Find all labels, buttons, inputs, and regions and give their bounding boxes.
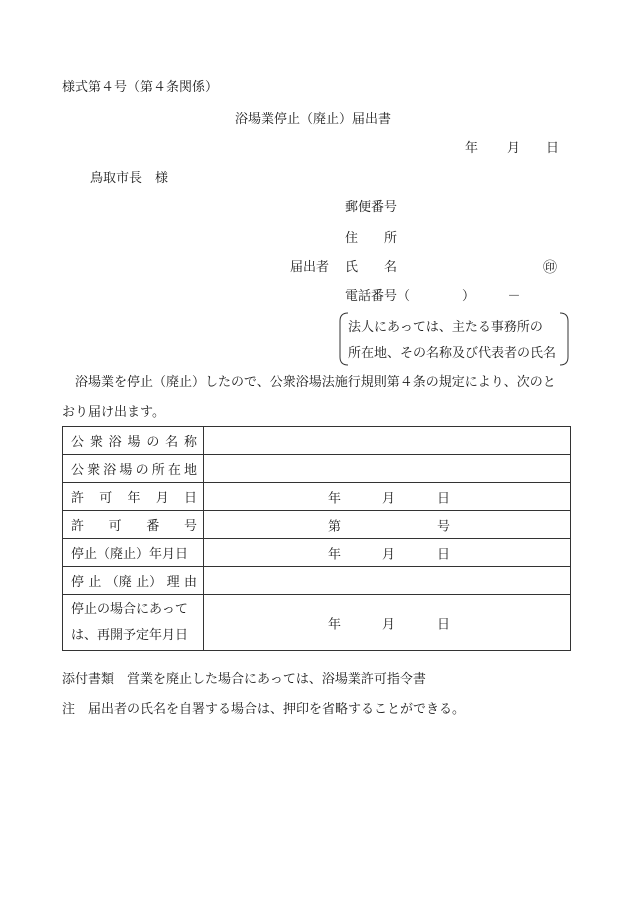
table-row bbox=[63, 483, 571, 511]
table-row bbox=[63, 567, 571, 595]
permit-number-label: 許 可 番 号 bbox=[63, 511, 204, 539]
closure-reason-field[interactable] bbox=[204, 567, 571, 595]
closure-date-label: 停止（廃止）年月日 bbox=[63, 539, 204, 567]
facility-name-field[interactable] bbox=[204, 427, 571, 455]
closure-reason-label: 停 止 （廃 止） 理 由 bbox=[63, 567, 204, 595]
reopen-date-label: 停止の場合にあって は、再開予定年月日 bbox=[63, 595, 204, 651]
closure-date-field[interactable]: 年 月 日 bbox=[204, 539, 571, 567]
facility-name-label: 公 衆 浴 場 の 名 称 bbox=[63, 427, 204, 455]
facility-location-field[interactable] bbox=[204, 455, 571, 483]
permit-date-field[interactable]: 年 月 日 bbox=[204, 483, 571, 511]
facility-location-label: 公 衆 浴 場 の 所 在 地 bbox=[63, 455, 204, 483]
table-row bbox=[63, 539, 571, 567]
addressee: 鳥取市長 様 bbox=[90, 171, 169, 186]
permit-number-field[interactable]: 第 号 bbox=[204, 511, 571, 539]
postal-code-label: 郵便番号 bbox=[345, 200, 398, 215]
table-row bbox=[63, 455, 571, 483]
name-label: 氏 名 bbox=[345, 260, 397, 275]
phone-label: 電話番号（ ） － bbox=[345, 289, 521, 304]
corporate-note-line2: 所在地、その名称及び代表者の氏名 bbox=[348, 346, 557, 361]
notification-table bbox=[62, 426, 571, 651]
table-row bbox=[63, 595, 571, 651]
address-label: 住 所 bbox=[345, 231, 397, 246]
date-day-label: 日 bbox=[546, 141, 560, 156]
reopen-date-field[interactable]: 年 月 日 bbox=[204, 595, 571, 651]
intro-line1: 浴場業を停止（廃止）したので、公衆浴場法施行規則第４条の規定により、次のと bbox=[75, 375, 556, 390]
date-month-label: 月 bbox=[507, 141, 521, 156]
attachments-note: 添付書類 営業を廃止した場合にあっては、浴場業許可指令書 bbox=[62, 672, 426, 687]
document-title: 浴場業停止（廃止）届出書 bbox=[235, 112, 392, 127]
applicant-label: 届出者 bbox=[290, 260, 330, 275]
permit-date-label: 許 可 年 月 日 bbox=[63, 483, 204, 511]
corporate-note-line1: 法人にあっては、主たる事務所の bbox=[348, 320, 543, 335]
date-year-label: 年 bbox=[465, 141, 479, 156]
seal-mark: ㊞ bbox=[543, 260, 557, 276]
signature-note: 注 届出者の氏名を自署する場合は、押印を省略することができる。 bbox=[62, 702, 466, 717]
table-row bbox=[63, 427, 571, 455]
table-row bbox=[63, 511, 571, 539]
intro-line2: おり届け出ます。 bbox=[62, 405, 165, 420]
form-number: 様式第４号（第４条関係） bbox=[62, 80, 219, 95]
